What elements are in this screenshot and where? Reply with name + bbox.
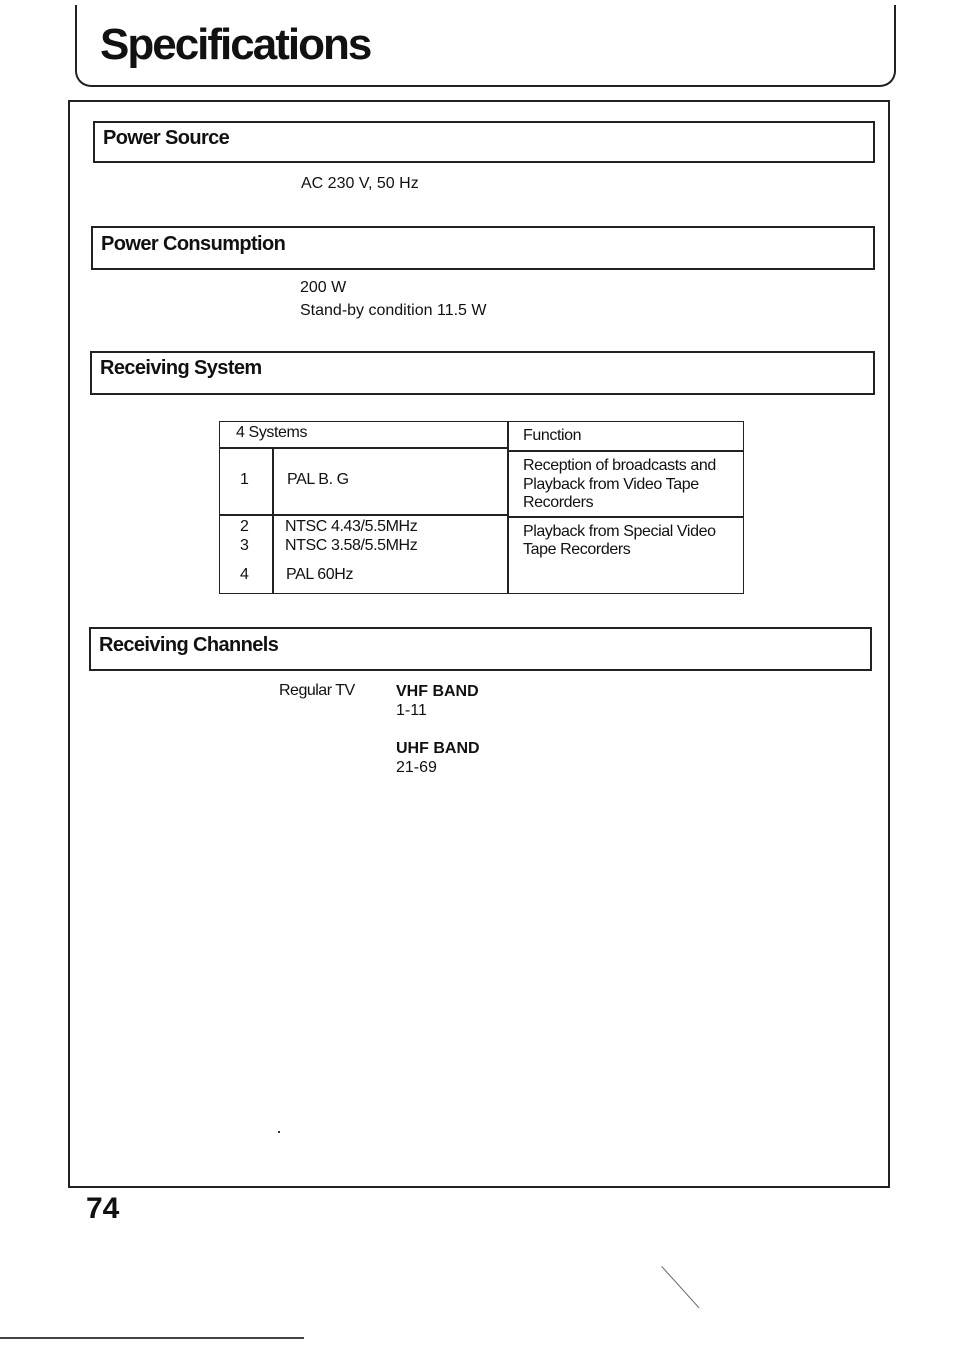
table-divider-horizontal <box>508 516 743 518</box>
table-row-number: 3 <box>240 537 249 554</box>
section-heading-power-source <box>93 121 875 163</box>
table-row-function: Tape Recorders <box>523 541 631 558</box>
table-row-function: Playback from Special Video <box>523 523 716 540</box>
table-divider-horizontal <box>508 450 743 452</box>
uhf-band-range: 21-69 <box>396 759 437 776</box>
page-number: 74 <box>86 1192 120 1225</box>
vhf-band-label: VHF BAND <box>396 683 479 700</box>
scan-mark <box>661 1266 699 1308</box>
section-heading-power-consumption <box>91 226 875 270</box>
table-row-function: Reception of broadcasts and <box>523 457 716 474</box>
section-heading-receiving-channels <box>89 627 872 671</box>
table-row-number: 1 <box>240 471 249 488</box>
power-source-value: AC 230 V, 50 Hz <box>301 175 419 192</box>
receiving-system-table <box>219 421 744 594</box>
page-title: Specifications <box>100 20 371 69</box>
table-divider-vertical <box>272 448 274 593</box>
table-row-system: NTSC 4.43/5.5MHz <box>285 518 418 535</box>
section-heading-receiving-system <box>90 351 875 395</box>
table-row-function: Playback from Video Tape <box>523 476 699 493</box>
standby-consumption-value: Stand-by condition 11.5 W <box>300 302 487 319</box>
section-heading-label: Receiving System <box>100 357 262 379</box>
table-divider-horizontal <box>220 447 508 449</box>
table-header-function: Function <box>523 427 582 444</box>
table-row-system: PAL B. G <box>287 471 349 488</box>
table-row-system: NTSC 3.58/5.5MHz <box>285 537 418 554</box>
channel-type-label: Regular TV <box>279 682 355 699</box>
uhf-band-label: UHF BAND <box>396 740 480 757</box>
power-consumption-value: 200 W <box>300 279 347 296</box>
section-heading-label: Power Consumption <box>101 233 286 255</box>
table-row-function: Recorders <box>523 494 594 511</box>
table-header-systems: 4 Systems <box>236 424 308 441</box>
scan-dot <box>278 1131 280 1133</box>
section-heading-label: Receiving Channels <box>99 634 279 656</box>
table-row-number: 2 <box>240 518 249 535</box>
vhf-band-range: 1-11 <box>396 702 427 719</box>
table-row-number: 4 <box>240 566 249 583</box>
bottom-rule <box>0 1337 304 1339</box>
table-divider-horizontal <box>220 514 508 516</box>
table-row-system: PAL 60Hz <box>286 566 354 583</box>
section-heading-label: Power Source <box>103 127 230 149</box>
